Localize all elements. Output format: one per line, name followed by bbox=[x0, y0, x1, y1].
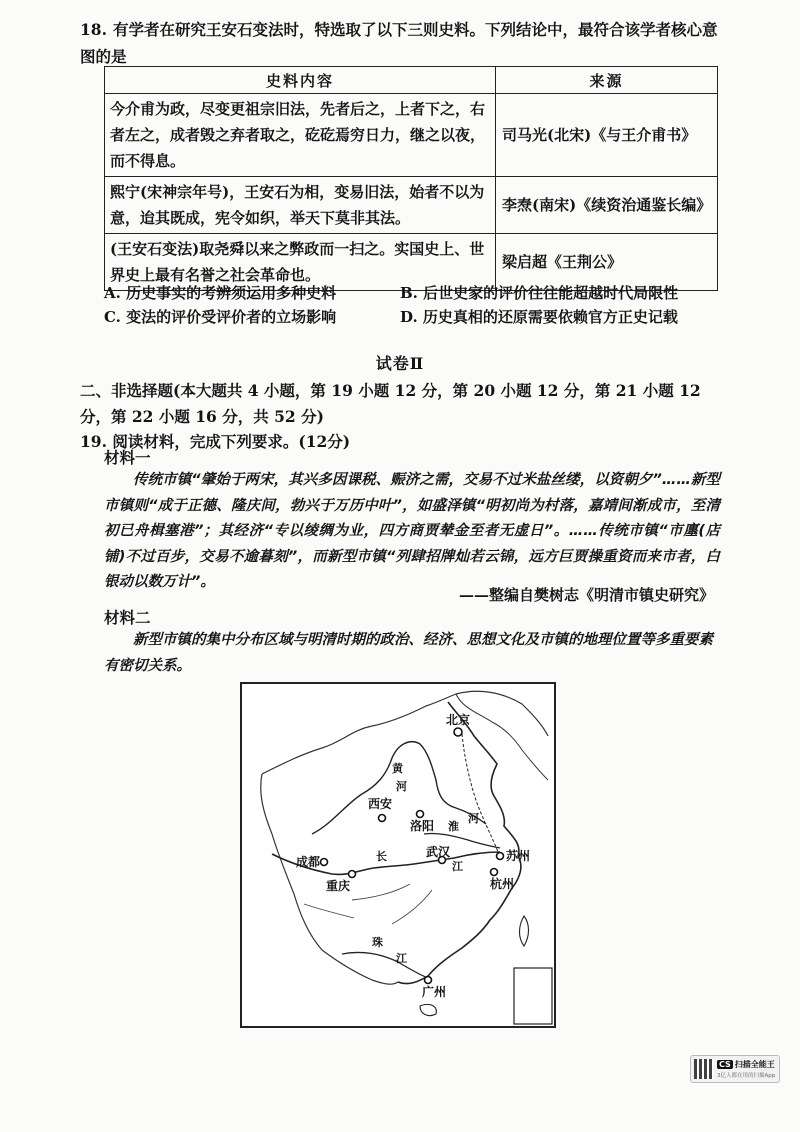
label-xian: 西安 bbox=[368, 797, 393, 811]
label-chongqing: 重庆 bbox=[326, 879, 351, 893]
hainan-island bbox=[420, 1004, 436, 1015]
badge-logo bbox=[717, 1059, 775, 1070]
label-guangzhou: 广州 bbox=[422, 985, 447, 999]
row3-source: 梁启超《王荆公》 bbox=[496, 234, 718, 291]
chengdu-marker bbox=[321, 859, 328, 866]
taiwan-island bbox=[520, 916, 529, 946]
hangzhou-marker bbox=[491, 869, 498, 876]
row3-content: (王安石变法)取尧舜以来之弊政而一扫之。实国史上、世界史上最有名誉之社会革命也。 bbox=[105, 234, 496, 291]
material1-citation: ——整编自樊树志《明清市镇史研究》 bbox=[458, 586, 714, 604]
label-huang: 黄 bbox=[392, 762, 403, 775]
material2-text: 新型市镇的集中分布区域与明清时期的政治、经济、思想文化及市镇的地理位置等多重要素有密切关系。 bbox=[104, 632, 713, 674]
section-title: 试卷Ⅱ bbox=[375, 354, 425, 373]
label-suzhou: 苏州 bbox=[506, 849, 531, 863]
label-hangzhou: 杭州 bbox=[490, 877, 515, 891]
row1-content: 今介甫为政，尽变更祖宗旧法，先者后之，上者下之，右者左之，成者毁之弃者取之，矻矻焉穷日力，继之以夜，而不得息。 bbox=[105, 94, 496, 177]
option-a[interactable]: A. 历史事实的考辨须运用多种史料 bbox=[104, 284, 337, 302]
table-row bbox=[105, 177, 718, 234]
q18-stem-text: 有学者在研究王安石变法时，特选取了以下三则史料。下列结论中，最符合该学者核心意图的是 bbox=[80, 20, 718, 66]
coastline bbox=[398, 702, 521, 984]
suzhou-marker bbox=[497, 853, 504, 860]
label-zhu: 珠 bbox=[372, 936, 383, 949]
label-chang: 长 bbox=[376, 850, 387, 863]
label-chengdu: 成都 bbox=[296, 855, 321, 869]
badge-logo-mark: CS bbox=[719, 1060, 731, 1069]
beijing-marker bbox=[454, 728, 462, 736]
table-row bbox=[105, 94, 718, 177]
northeast-coast bbox=[456, 694, 548, 780]
material1-text: 传统市镇“肇始于两宋，其兴多因课税、赈济之需，交易不过米盐丝缕，以资朝夕”……新型市镇则“成于正德、隆庆间，勃兴于万历中叶”，如盛泽镇“明初尚为村落，嘉靖间渐成市，至清初已舟楫塞港”；其经济“专以绫绸为业，四方商贾辇金至者无虚日”。……传统市镇“市廛(店铺)不过百步，交易不逾暮刻”，而新型市镇“列肆招牌灿若云锦，远方巨贾操重资而来市者，白银动以数万计”。 bbox=[104, 472, 720, 590]
guangzhou-marker bbox=[425, 977, 432, 984]
row1-source: 司马光(北宋)《与王介甫书》 bbox=[496, 94, 718, 177]
label-huai: 淮 bbox=[448, 820, 459, 833]
scanner-badge bbox=[690, 1055, 780, 1083]
row2-content: 熙宁(宋神宗年号)，王安石为相，变易旧法，始者不以为意，迨其既成，宪令如织，举天下莫非其法。 bbox=[105, 177, 496, 234]
part2-instructions: 二、非选择题(本大题共 4 小题，第 19 小题 12 分，第 20 小题 12 分，第 21 小题 12 分，第 22 小题 16 分，共 52 分) bbox=[80, 381, 701, 426]
material2-label: 材料二 bbox=[104, 608, 151, 627]
label-beijing: 北京 bbox=[446, 713, 471, 727]
option-c[interactable]: C. 变法的评价受评价者的立场影响 bbox=[104, 308, 337, 326]
badge-tagline: 3亿人都在用的扫描App bbox=[717, 1073, 776, 1079]
option-d[interactable]: D. 历史真相的还原需要依赖官方正史记载 bbox=[400, 308, 678, 326]
label-huai-he: 河 bbox=[468, 812, 479, 825]
northern-border bbox=[262, 691, 548, 774]
pearl-river bbox=[342, 952, 428, 978]
tributary bbox=[304, 884, 432, 924]
xian-marker bbox=[379, 815, 386, 822]
option-b[interactable]: B. 后世史家的评价往往能超越时代局限性 bbox=[400, 284, 679, 302]
luoyang-marker bbox=[417, 811, 424, 818]
q18-number: 18. bbox=[80, 20, 107, 39]
label-he: 河 bbox=[396, 780, 407, 793]
label-jiang: 江 bbox=[452, 860, 463, 873]
header-content: 史料内容 bbox=[105, 67, 496, 94]
chongqing-marker bbox=[349, 871, 356, 878]
q18-stem bbox=[80, 16, 720, 70]
source-table bbox=[104, 66, 718, 291]
label-zhujiang: 江 bbox=[396, 952, 407, 965]
south-sea-inset bbox=[514, 968, 552, 1024]
q19-stem: 19. 阅读材料，完成下列要求。(12分) bbox=[80, 432, 351, 451]
row2-source: 李焘(南宋)《续资治通鉴长编》 bbox=[496, 177, 718, 234]
label-luoyang: 洛阳 bbox=[410, 819, 435, 833]
label-wuhan: 武汉 bbox=[426, 845, 451, 859]
material1-label: 材料一 bbox=[104, 448, 151, 467]
map-figure bbox=[242, 684, 554, 1026]
header-source: 来源 bbox=[496, 67, 718, 94]
qr-code-icon bbox=[694, 1059, 714, 1079]
badge-name: 扫描全能王 bbox=[734, 1060, 775, 1069]
china-map bbox=[240, 682, 556, 1028]
